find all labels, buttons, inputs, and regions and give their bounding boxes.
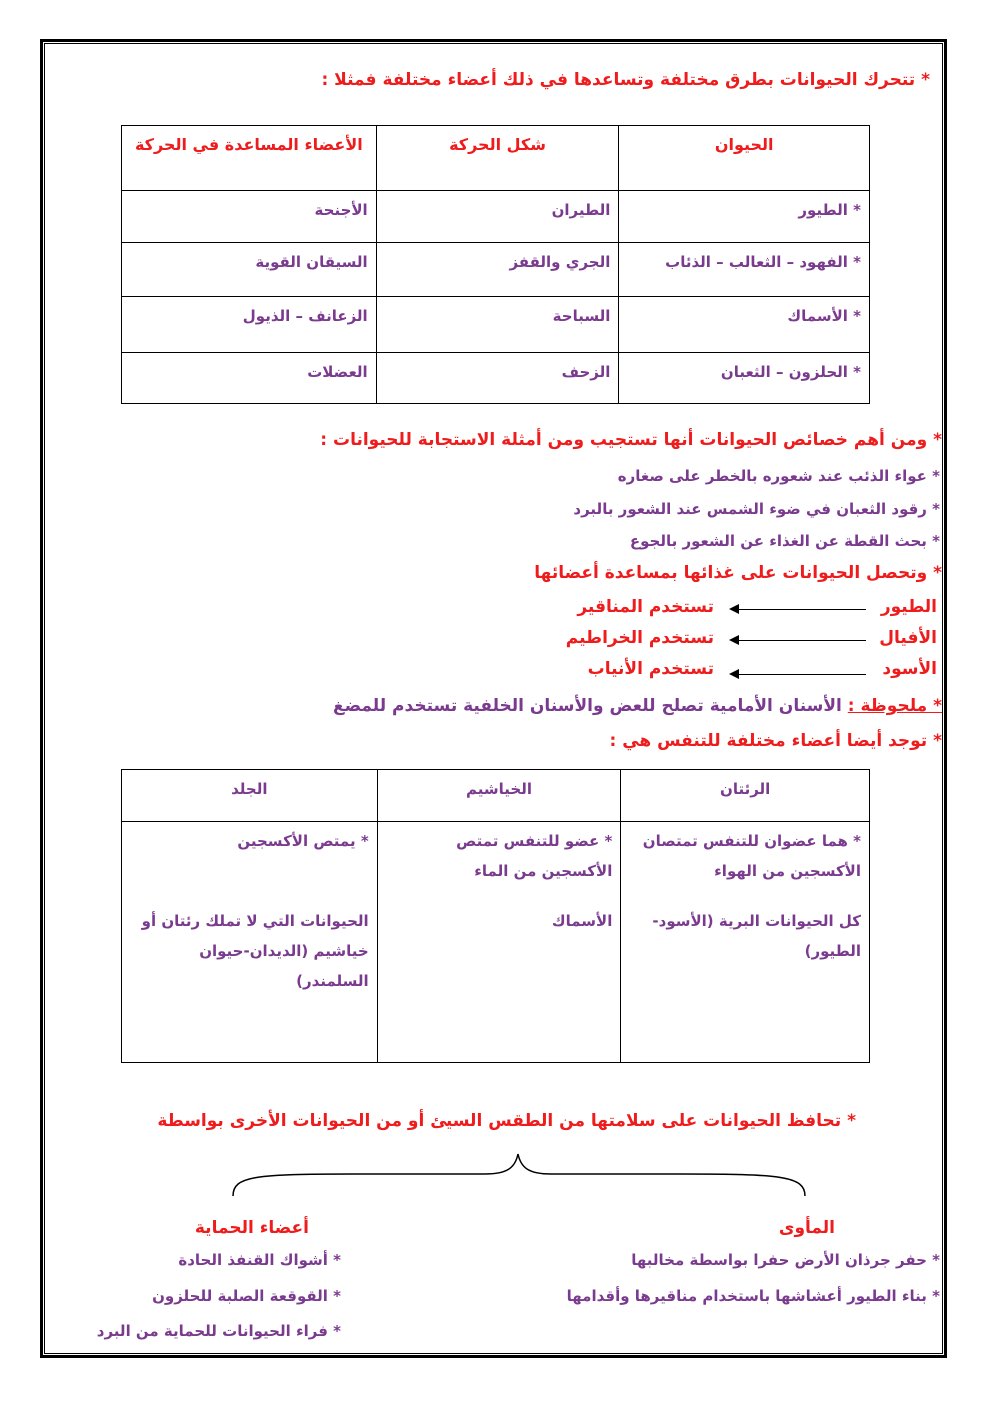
shelter-item: * بناء الطيور أعشاشها باستخدام مناقيرها وأقدامها bbox=[566, 1287, 940, 1305]
table-cell: الزعانف – الذيول bbox=[122, 297, 377, 353]
header-gills: الخياشيم bbox=[377, 770, 621, 822]
response-heading: * ومن أهم خصائص الحيوانات أنها تستجيب ومن أمثلة الاستجابة للحيوانات : bbox=[320, 430, 942, 450]
table-cell: السيقان القوية bbox=[122, 243, 377, 297]
example: كل الحيوانات البرية (الأسود- الطيور) bbox=[652, 912, 861, 960]
breathing-heading: * توجد أيضا أعضاء مختلفة للتنفس هي : bbox=[609, 731, 942, 751]
table-cell: السباحة bbox=[376, 297, 619, 353]
response-item: * عواء الذئب عند شعوره بالخطر على صغاره bbox=[617, 467, 940, 485]
note-label: * ملحوظة : bbox=[847, 696, 942, 716]
note-line bbox=[333, 696, 942, 716]
protection-item: * أشواك القنفذ الحادة bbox=[178, 1251, 341, 1269]
example: الأسماك bbox=[551, 912, 613, 930]
table-cell: * الطيور bbox=[619, 191, 870, 243]
movement-table bbox=[121, 125, 870, 404]
food-use: تستخدم الخراطيم bbox=[565, 628, 714, 648]
table-cell: * الفهود – الثعالب – الذئاب bbox=[619, 243, 870, 297]
food-use: تستخدم الأنياب bbox=[587, 659, 714, 679]
table-cell: الجري والقفز bbox=[376, 243, 619, 297]
breathing-table bbox=[121, 769, 870, 1063]
example: الحيوانات التي لا تملك رئتان أو خياشيم (الديدان-حيوان السلمندر) bbox=[141, 912, 369, 990]
table-cell: العضلات bbox=[122, 353, 377, 404]
table-cell: الأجنحة bbox=[122, 191, 377, 243]
table-cell: * الحلزون – الثعبان bbox=[619, 353, 870, 404]
header-movement: شكل الحركة bbox=[376, 126, 619, 191]
note-text: الأسنان الأمامية تصلح للعض والأسنان الخلفية تستخدم للمضغ bbox=[333, 696, 842, 716]
description: * يمتص الأكسجين bbox=[237, 832, 369, 850]
arrow-left-icon bbox=[738, 609, 866, 610]
header-skin: الجلد bbox=[122, 770, 378, 822]
food-animal: الأفيال bbox=[879, 628, 937, 648]
food-animal: الطيور bbox=[880, 597, 937, 617]
protection-heading: * تحافظ الحيوانات على سلامتها من الطقس السيئ أو من الحيوانات الأخرى بواسطة bbox=[157, 1111, 856, 1131]
arrow-left-icon bbox=[738, 674, 866, 675]
header-organs: الأعضاء المساعدة في الحركة bbox=[122, 126, 377, 191]
protection-item: * القوقعة الصلبة للحلزون bbox=[152, 1287, 341, 1305]
shelter-item: * حفر جرذان الأرض حفرا بواسطة مخالبها bbox=[631, 1251, 940, 1269]
protection-organs-title: أعضاء الحماية bbox=[194, 1218, 309, 1238]
response-item: * رقود الثعبان في ضوء الشمس عند الشعور بالبرد bbox=[573, 500, 940, 518]
table-cell bbox=[122, 822, 378, 1063]
table-cell: الزحف bbox=[376, 353, 619, 404]
food-animal: الأسود bbox=[882, 659, 937, 679]
table-cell bbox=[621, 822, 870, 1063]
arrow-left-icon bbox=[738, 640, 866, 641]
intro-heading: * تتحرك الحيوانات بطرق مختلفة وتساعدها في ذلك أعضاء مختلفة فمثلا : bbox=[321, 70, 930, 90]
food-heading: * وتحصل الحيوانات على غذائها بمساعدة أعضائها bbox=[534, 563, 942, 583]
table-cell: الطيران bbox=[376, 191, 619, 243]
food-use: تستخدم المناقير bbox=[577, 597, 714, 617]
header-animal: الحيوان bbox=[619, 126, 870, 191]
shelter-title: المأوى bbox=[778, 1218, 835, 1238]
response-item: * بحث القطة عن الغذاء عن الشعور بالجوع bbox=[629, 532, 940, 550]
protection-item: * فراء الحيوانات للحماية من البرد bbox=[96, 1322, 341, 1340]
description: * عضو للتنفس تمتص الأكسجين من الماء bbox=[456, 832, 613, 880]
curly-brace-icon bbox=[225, 1148, 815, 1200]
header-lungs: الرئتان bbox=[621, 770, 870, 822]
table-cell bbox=[377, 822, 621, 1063]
description: * هما عضوان للتنفس تمتصان الأكسجين من الهواء bbox=[642, 832, 861, 880]
table-cell: * الأسماك bbox=[619, 297, 870, 353]
